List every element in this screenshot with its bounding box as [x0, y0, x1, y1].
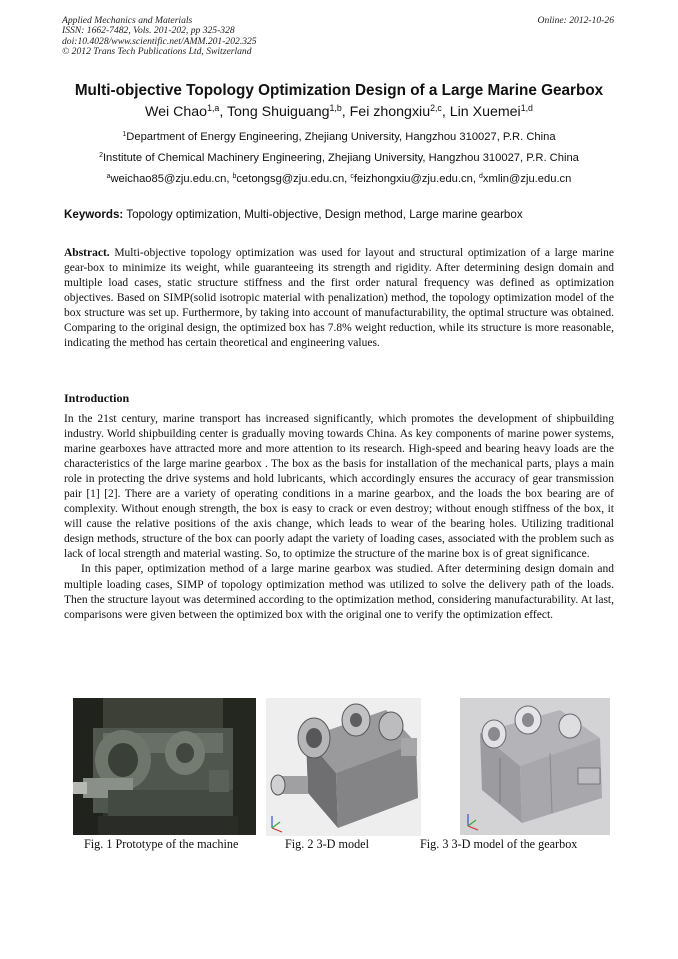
- figure-2-3d-model: [266, 698, 421, 836]
- abstract-label: Abstract.: [64, 247, 110, 259]
- email-address: cetongsg@zju.edu.cn: [236, 173, 345, 185]
- doi-line: doi:10.4028/www.scientific.net/AMM.201-202.325: [62, 35, 257, 47]
- author-affiliation-mark: 1,a: [207, 103, 220, 114]
- figure-3-caption: Fig. 3 3-D model of the gearbox: [420, 837, 578, 851]
- online-date: Online: 2012-10-26: [537, 15, 614, 26]
- paper-title: Multi-objective Topology Optimization Design of a Large Marine Gearbox: [74, 82, 604, 99]
- journal-header: [62, 16, 614, 58]
- issn-line: ISSN: 1662-7482, Vols. 201-202, pp 325-328: [62, 25, 235, 37]
- email-list: $^a$weichao85@zju.edu.cn, $^b$cetongsg@zju.edu.cn, $^c$feizhongxiu@zju.edu.cn, $^d$xmlin@zju.edu.cn: [106, 173, 572, 185]
- email-mark: c: [350, 173, 354, 181]
- email-address: weichao85@zju.edu.cn: [110, 173, 227, 185]
- copyright-line: © 2012 Trans Tech Publications Ltd, Switzerland: [62, 46, 252, 58]
- gearbox-model-image: [460, 698, 610, 835]
- keywords-text: Topology optimization, Multi-objective, Design method, Large marine gearbox: [126, 208, 523, 221]
- email-mark: b: [232, 173, 237, 181]
- email-mark: d: [479, 173, 483, 181]
- keywords: [64, 208, 616, 221]
- figure-2-caption: Fig. 2 3-D model: [285, 837, 369, 851]
- figure-3-gearbox-model: [460, 698, 610, 835]
- abstract: [64, 246, 614, 351]
- introduction-paragraph: In this paper, optimization method of a large marine gearbox was studied. After determining design domain and multiple loading cases, SIMP of topology optimization method was utilized to solve the delivery path of the loads. Then the structure layout was determined according to the optimization method, considering manufacturability. At last, comparisons were given between the optimized box with the original one to verify the optimization effect.: [64, 563, 614, 621]
- affiliation-text: Institute of Chemical Machinery Engineering, Zhejiang University, Hangzhou 310027, P.R. China: [102, 152, 579, 164]
- author-list: Wei Chao$^{1,a}$, Tong Shuiguang$^{1,b}$, Fei zhongxiu$^{2,c}$, Lin Xuemei$^{1,d}$: [145, 103, 533, 120]
- author-name: Wei Chao: [145, 104, 208, 120]
- email-address: feizhongxiu@zju.edu.cn: [353, 173, 473, 185]
- affiliation-mark: 1: [122, 131, 127, 139]
- machine-photo-image: [73, 698, 256, 835]
- author-affiliation-mark: 1,b: [329, 103, 342, 114]
- journal-name: Applied Mechanics and Materials: [62, 15, 193, 26]
- author-name: Fei zhongxiu: [349, 104, 431, 120]
- author-affiliation-mark: 1,d: [520, 103, 533, 114]
- abstract-text: Multi-objective topology optimization was used for layout and structural optimization of a large marine gear-box to minimize its weight, while guaranteeing its strength and rigidity. After determining design domain and multiple load cases, static structure stiffness and the first order natural frequency was defined as optimization objectives. Based on SIMP(solid isotropic material with penalization) method, the topology optimization model of the box structure was set up. Furthermore, by taking into account of manufacturability, the optimal structure was obtained. Comparing to the original design, the optimized box has 7.8% weight reduction, while its structure is more reasonable, indicating the method has certain theoretical and engineering values.: [64, 247, 614, 350]
- affiliation-1: [40, 131, 638, 143]
- figure-1-caption: Fig. 1 Prototype of the machine: [84, 837, 239, 851]
- figure-1-photo: [73, 698, 256, 835]
- author-name: Lin Xuemei: [449, 104, 521, 120]
- gearbox-3d-model-image: [266, 698, 421, 836]
- keywords-label: Keywords:: [64, 208, 124, 221]
- email-address: xmlin@zju.edu.cn: [482, 173, 572, 185]
- affiliation-text: Department of Energy Engineering, Zhejiang University, Hangzhou 310027, P.R. China: [126, 131, 556, 143]
- author-name: Tong Shuiguang: [226, 104, 330, 120]
- email-mark: a: [106, 173, 111, 181]
- affiliation-2: [40, 152, 638, 164]
- section-heading-introduction: Introduction: [64, 391, 130, 405]
- introduction-body: [64, 412, 614, 623]
- author-affiliation-mark: 2,c: [430, 103, 442, 114]
- affiliation-mark: 2: [99, 152, 103, 160]
- introduction-paragraph: In the 21st century, marine transport has increased significantly, which promotes the development of shipbuilding industry. World shipbuilding center is gradually moving towards China. As key components of marine power systems, marine gearboxes have attracted more and more attention to its research. High-speed and bearing heavy loads are the characteristics of the large marine gearbox . The box as the basis for installation of the mechanical parts, plays a main role in protecting the drive systems and hold lubricants, which accordingly ensures the accuracy of gear transmission pair [1] [2]. There are a variety of operating conditions in a marine gearbox, and the loads the box bearing are of complexity. Without enough strength, the box is easy to crack or even destroy; without enough stiffness of the box, it will cause the relative positions of the axis change, which leads to wear of the bearing holes. Utilizing traditional design methods, structure of the box can poorly adapt the variety of loading cases, associated with the problem such as lack of local strength and material wasting. So, to optimize the structure of the marine box is of great significance.: [64, 413, 614, 561]
